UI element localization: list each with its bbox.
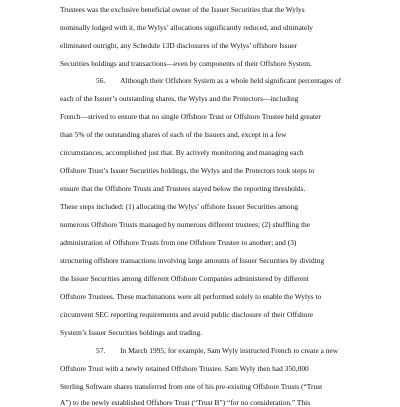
- text-line: French—strived to ensure that no single Offshore Trust or Offshore Trustee held greater: [60, 112, 321, 121]
- text-line: Trustees was the exclusive beneficial owner of the Issuer Securities that the Wylys: [60, 5, 305, 14]
- text-line: circumvent SEC reporting requirements and avoid public disclosure of their Offshore: [60, 310, 314, 319]
- text-line: numerous Offshore Trusts managed by numerous different trustees; (2) shuffling the: [60, 220, 311, 229]
- text-line: A”) to the newly established Offshore Trust (“Trust B”) “for no consideration.” This: [60, 398, 311, 407]
- paragraph-57-first-line: 57. In March 1995, for example, Sam Wyly instructed French to create a new: [96, 346, 339, 355]
- text-line: ensure that the Offshore Trusts and Trustees stayed below the reporting thresholds.: [60, 184, 306, 193]
- text-line: eliminated outright, any Schedule 13D disclosures of the Wylys’ offshore Issuer: [60, 41, 297, 50]
- text-line: System’s Issuer Securities holdings and trading.: [60, 328, 203, 337]
- text-line: each of the Issuer’s outstanding shares, the Wylys and the Protectors—including: [60, 94, 299, 103]
- text-line: administration of Offshore Trusts from one Offshore Trustee to another; and (3): [60, 238, 297, 247]
- text-line: Offshore Trust’s Issuer Securities holdings, the Wylys and the Protectors took steps to: [60, 166, 315, 175]
- text-line: than 5% of the outstanding shares of each of the Issuers and, except in a few: [60, 130, 287, 139]
- text-line: the Issuer Securities among different Offshore Companies administered by different: [60, 274, 309, 283]
- text-line: structuring offshore transactions involving large amounts of Issuer Securities by dividing: [60, 256, 325, 265]
- text-line: circumstances, accomplished just that. By actively monitoring and managing each: [60, 148, 304, 157]
- text-line: Sterling Software shares transferred from one of his pre-existing Offshore Trusts (“Trust: [60, 382, 323, 391]
- paragraph-56-first-line: 56. Although their Offshore System as a whole held significant percentages of: [96, 76, 342, 85]
- text-line: nominally lodged with it, the Wylys’ allocations significantly reduced, and ultimately: [60, 23, 314, 32]
- text-line: Securities holdings and transactions—even by components of their Offshore System.: [60, 59, 312, 68]
- text-line: Offshore Trustees. These machinations were all performed solely to enable the Wylys to: [60, 292, 322, 301]
- text-line: Offshore Trust with a newly retained Offshore Trustee. Sam Wyly then had 350,000: [60, 364, 309, 373]
- text-line: These steps included: (1) allocating the Wylys’ offshore Issuer Securities among: [60, 202, 299, 211]
